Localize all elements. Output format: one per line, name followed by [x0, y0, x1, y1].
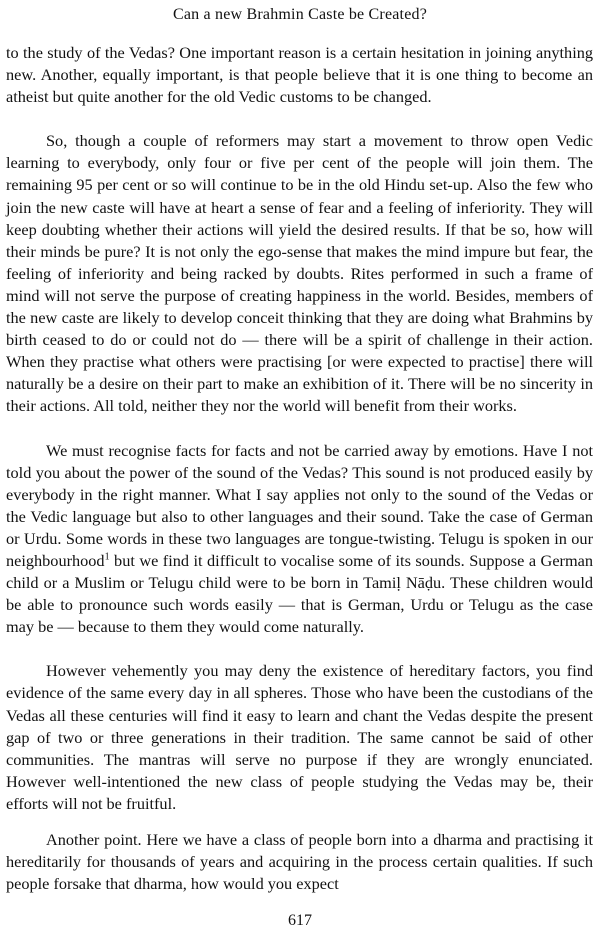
paragraph-text-before-note: We must recognise facts for facts and not be carried away by emotions. Have I not told you about the power of the sound of the Vedas? This sound is not produced easily by everybody in the right manner. What I say applies not only to the sound of the Vedas or the Vedic language but also to other languages and their sound. Take the case of German or Urdu. Some words in these two languages are tongue-twisting. Telugu is spoken in our neighbourhood: [6, 440, 593, 570]
paragraph-text-after-note: but we find it difficult to vocalise some of its sounds. Suppose a German child or a Muslim or Telugu child were to be born in Tamiḷ Nāḍu. These children would be able to pronounce such words easily — that is German, Urdu or Telugu as the case may be — because to them they would come naturally.: [6, 550, 593, 637]
paragraph-continuation: to the study of the Vedas? One important reason is a certain hesitation in joining anything new. Another, equally important, is that people believe that it is one thing to become an atheist but quite another for the old Vedic customs to be changed.: [6, 43, 593, 107]
body-text: [6, 42, 593, 895]
running-title: Can a new Brahmin Caste be Created?: [172, 6, 428, 23]
page-number: 617: [288, 912, 312, 929]
paragraph-another-point: Another point. Here we have a class of people born into a dharma and practising it hereditarily for thousands of years and acquiring in the process certain qualities. If such people forsake that dharma, how would you expect: [6, 830, 593, 894]
paragraph-hereditary-factors: However vehemently you may deny the existence of hereditary factors, you find evidence of the same every day in all spheres. Those who have been the custodians of the Vedas all these centuries will find it easy to learn and chant the Vedas despite the present gap of two or three generations in their tradition. The same cannot be said of other communities. The mantras will serve no purpose if they are wrongly enunciated. However well-intentioned the new class of people studying the Vedas may be, their efforts will not be fruitful.: [6, 661, 593, 813]
footnote-marker[interactable]: 1: [104, 551, 110, 563]
paragraph-sound-of-vedas: [6, 440, 593, 639]
paragraph-reformers: So, though a couple of reformers may start a movement to throw open Vedic learning to everybody, only four or five per cent of the people will join them. The remaining 95 per cent or so will continue to be in the old Hindu set-up. Also the few who join the new caste will have at heart a sense of fear and a feeling of inferiority. They will keep doubting whether their actions will yield the desired results. If that be so, how will their minds be pure? It is not only the ego-sense that makes the mind impure but fear, the feeling of inferiority and being racked by doubts. Rites performed in such a frame of mind will not serve the purpose of creating happiness in the world. Besides, members of the new caste are likely to develop conceit thinking that they are doing what Brahmins by birth ceased to do or could not do — there will be a spirit of challenge in their action. When they practise what others were practising [or were expected to practise] there will naturally be a desire on their part to make an exhibition of it. There will be no sincerity in their actions. All told, neither they nor the world will benefit from their works.: [6, 131, 593, 416]
